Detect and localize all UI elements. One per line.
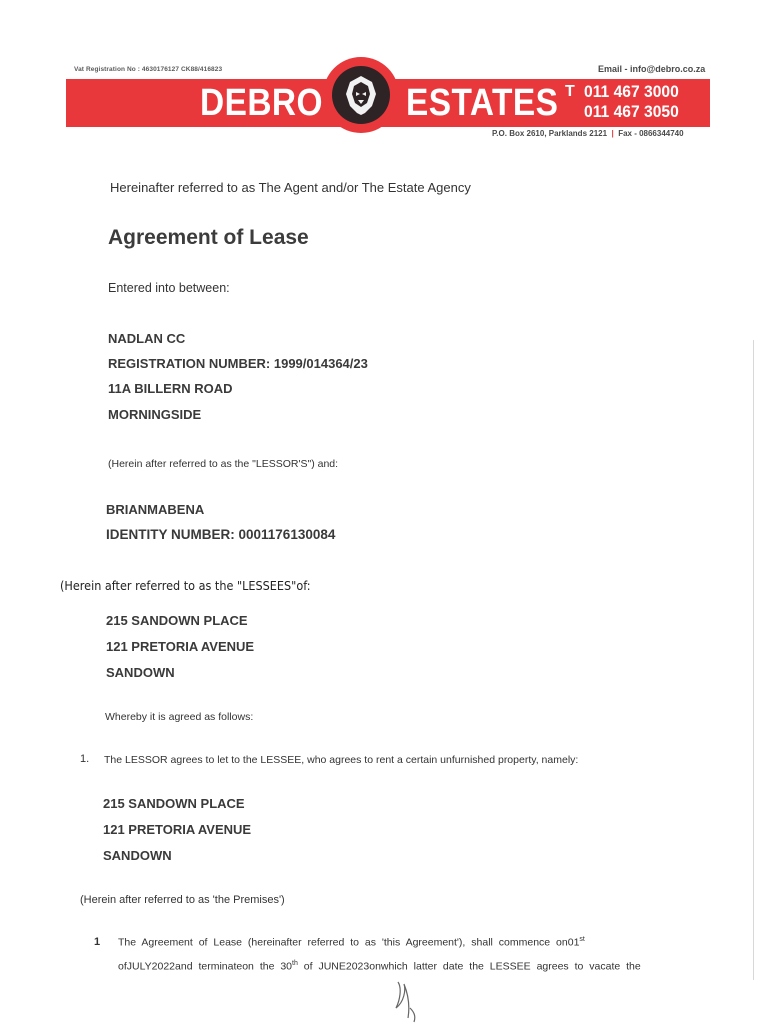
vat-registration: Vat Registration No : 4630176127 CK88/416823	[74, 66, 223, 73]
clause-1-text: The LESSOR agrees to let to the LESSEE, who agrees to rent a certain unfurnished property, namely:	[104, 754, 579, 766]
clause-1-1-line-1-text: The Agreement of Lease (hereinafter referred to as 'this Agreement'), shall commence on01	[118, 936, 580, 949]
clause-1-1-line-2-sup: th	[292, 960, 298, 967]
lessee-address-line-1: 215 SANDOWN PLACE	[106, 613, 248, 628]
postal-address: P.O. Box 2610, Parklands 2121	[492, 129, 608, 138]
entered-into-line: Entered into between:	[108, 281, 230, 295]
premises-address-line-3: SANDOWN	[103, 848, 172, 863]
initials-signature-icon	[388, 978, 428, 1024]
clause-1-1-line-2-text-a: ofJULY2022and terminateon the 30	[118, 960, 293, 973]
lessee-address-line-3: SANDOWN	[106, 665, 175, 680]
clause-1-1-line-1-sup: st	[579, 936, 585, 943]
lessor-address-line-1: 11A BILLERN ROAD	[108, 381, 233, 396]
lessee-id-number: IDENTITY NUMBER: 0001176130084	[106, 527, 336, 542]
brand-name-right: ESTATES	[406, 82, 559, 124]
phone-number-1: 011 467 3000	[584, 82, 679, 101]
separator: |	[609, 129, 619, 138]
premises-address-line-2: 121 PRETORIA AVENUE	[103, 822, 252, 837]
clause-1-1-line-1	[118, 936, 585, 949]
clause-1-1-line-2-text-b: of JUNE2023onwhich latter date the LESSEE agrees to vacate the	[297, 960, 641, 973]
agency-email: Email - info@debro.co.za	[598, 64, 706, 74]
whereby-line: Whereby it is agreed as follows:	[105, 711, 254, 723]
lessor-registration: REGISTRATION NUMBER: 1999/014364/23	[108, 356, 368, 371]
fax-number: Fax - 0866344740	[618, 129, 684, 138]
lessor-address-line-2: MORNINGSIDE	[108, 407, 202, 422]
lessee-name: BRIANMABENA	[106, 502, 205, 517]
lessee-reference: (Herein after referred to as the "LESSEES"of:	[60, 578, 311, 593]
lessor-name: NADLAN CC	[108, 331, 186, 346]
lessee-address-line-2: 121 PRETORIA AVENUE	[106, 639, 255, 654]
agent-reference: Hereinafter referred to as The Agent and/or The Estate Agency	[110, 180, 471, 195]
lessor-reference: (Herein after referred to as the "LESSOR'S") and:	[108, 458, 339, 470]
lion-logo-icon	[332, 66, 390, 124]
clause-1-1-number: 1	[94, 936, 101, 948]
premises-address-line-1: 215 SANDOWN PLACE	[103, 796, 245, 811]
clause-1-number: 1.	[80, 753, 90, 765]
scan-edge-line	[753, 340, 754, 980]
document-title: Agreement of Lease	[108, 226, 309, 249]
phone-label: T	[565, 83, 575, 100]
brand-name-left: DEBRO	[200, 82, 323, 124]
postal-fax-line	[492, 129, 684, 138]
phone-number-2: 011 467 3050	[584, 102, 679, 121]
clause-1-1-line-2	[118, 960, 641, 973]
premises-reference: (Herein after referred to as 'the Premises')	[80, 894, 285, 906]
